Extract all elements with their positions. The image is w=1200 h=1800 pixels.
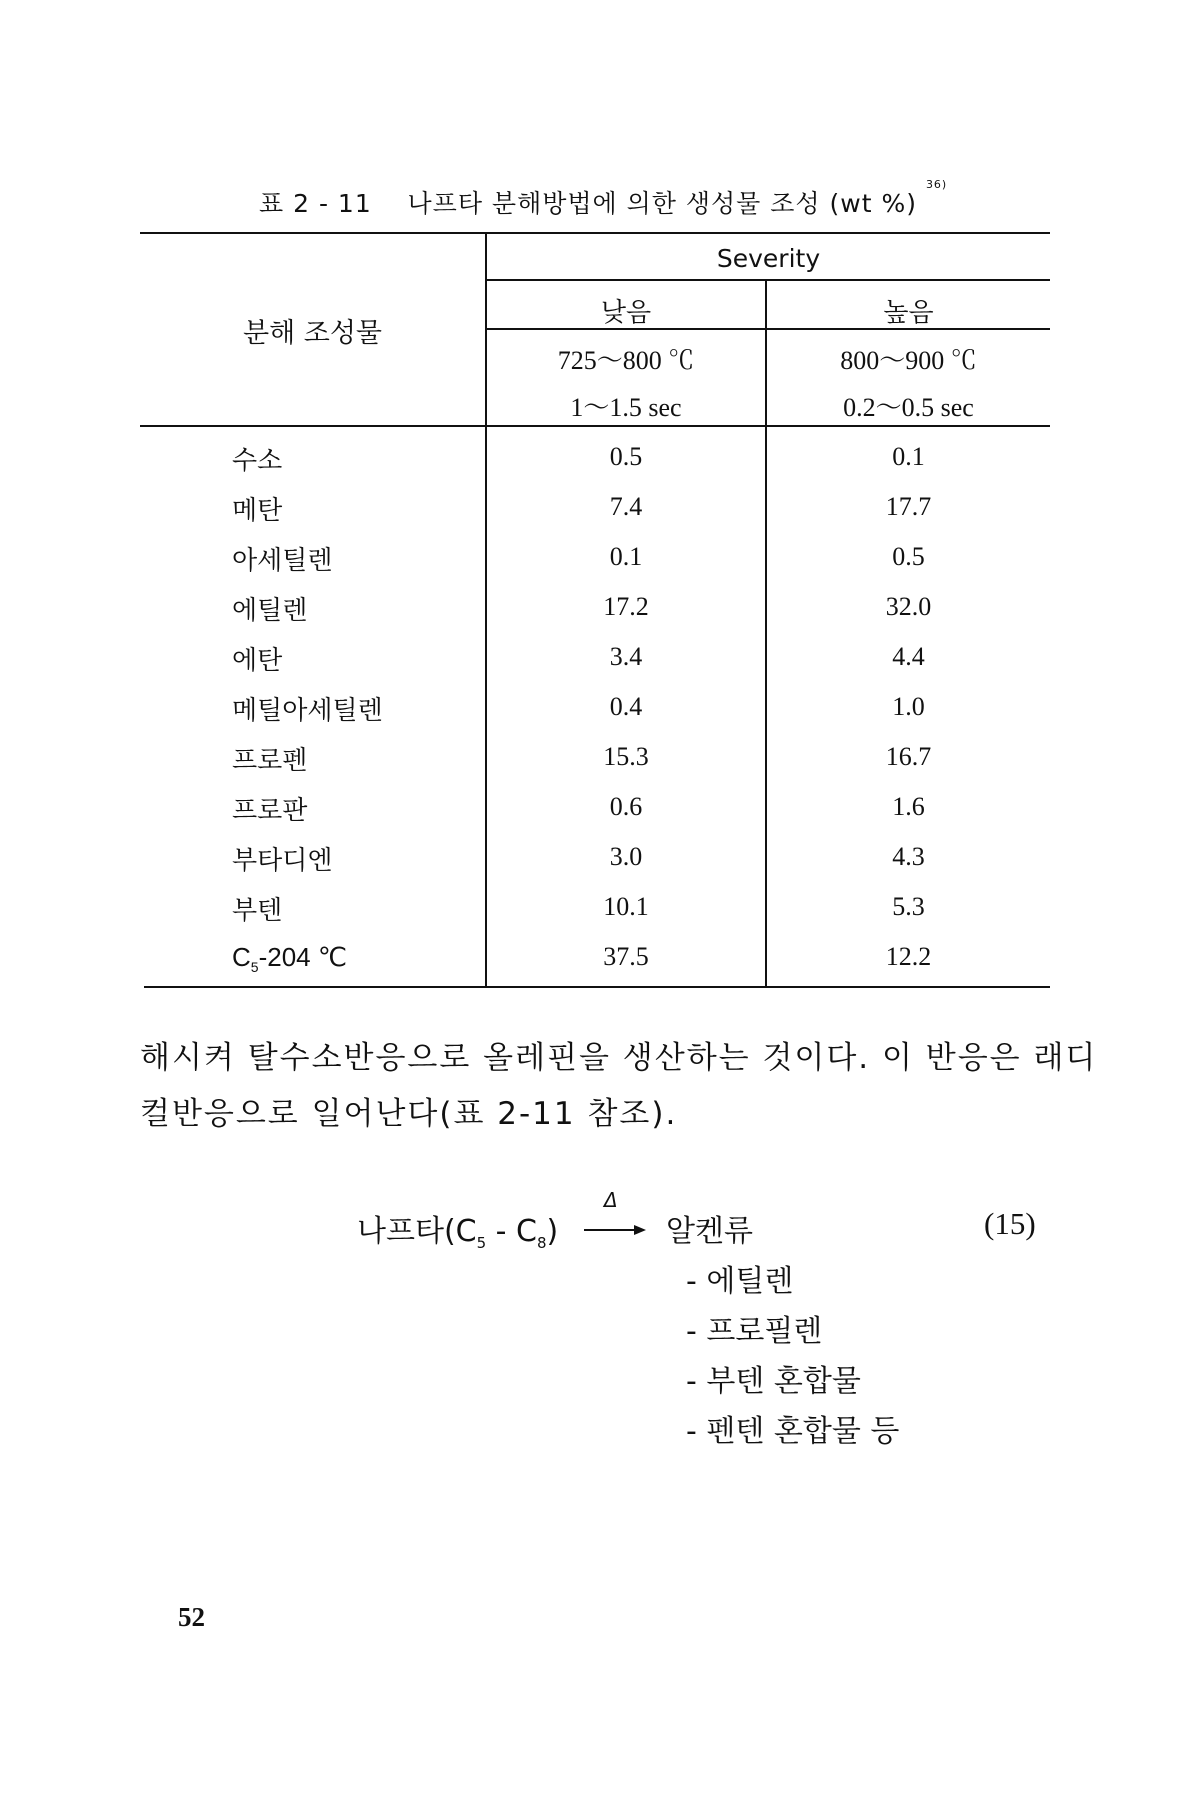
low-value: 7.4	[609, 492, 643, 521]
low-temp: 725～800 ℃	[557, 346, 695, 375]
component-name-main: C	[232, 942, 251, 972]
high-header: 높음	[883, 298, 934, 328]
reactant-subscript-1: 5	[476, 1234, 487, 1252]
component-name: 메틸아세틸렌	[232, 696, 383, 726]
component-name: 프로펜	[232, 746, 308, 776]
reaction-arrow-icon	[584, 1222, 648, 1238]
high-value: 16.7	[885, 742, 932, 771]
header-bottom-rule	[140, 425, 1050, 427]
heat-symbol: Δ	[604, 1188, 618, 1212]
page-number: 52	[178, 1602, 205, 1632]
equation-number: (15)	[984, 1206, 1036, 1241]
high-value: 12.2	[885, 942, 932, 971]
table-top-rule	[140, 232, 1050, 234]
component-name: 수소	[232, 446, 283, 476]
component-name: 아세틸렌	[232, 546, 333, 576]
reactant-main: 나프타(C	[357, 1214, 477, 1249]
high-value: 0.1	[892, 442, 925, 471]
severity-rule	[485, 279, 1050, 281]
component-name: 부텐	[232, 896, 283, 926]
low-value: 3.0	[609, 842, 643, 871]
high-value: 0.5	[892, 542, 925, 571]
body-paragraph	[140, 1030, 1098, 1142]
component-name: 부타디엔	[232, 846, 333, 876]
paragraph-line-2: 컬반응으로 일어난다(표 2-11 참조).	[140, 1096, 678, 1132]
low-value: 0.6	[609, 792, 643, 821]
equation-reactant	[357, 1206, 558, 1252]
severity-header: Severity	[716, 244, 821, 273]
low-value: 10.1	[603, 892, 649, 921]
low-value: 0.1	[609, 542, 643, 571]
component-header: 분해 조성물	[243, 318, 382, 349]
table-title: 나프타 분해방법에 의한 생성물 조성 (wt %)	[407, 189, 917, 218]
high-value: 4.3	[892, 842, 925, 871]
component-name: 에틸렌	[232, 596, 308, 626]
component-name-tail: -204 ℃	[258, 942, 348, 972]
product-item: - 에틸렌	[686, 1264, 794, 1299]
low-value: 3.4	[609, 642, 643, 671]
equation-product: 알켄류	[666, 1214, 753, 1249]
low-time: 1～1.5 sec	[570, 393, 682, 422]
high-value: 1.6	[892, 792, 925, 821]
low-value: 0.5	[609, 442, 643, 471]
component-name: 에탄	[232, 646, 283, 676]
high-time: 0.2～0.5 sec	[843, 393, 974, 422]
high-value: 5.3	[892, 892, 925, 921]
table-label: 표 2 - 11	[259, 189, 372, 218]
low-value: 37.5	[603, 942, 649, 971]
low-value: 15.3	[603, 742, 649, 771]
table-bottom-rule	[144, 986, 1050, 988]
low-value: 17.2	[603, 592, 649, 621]
high-value: 32.0	[885, 592, 932, 621]
component-name: 메탄	[232, 496, 283, 526]
reactant-subscript-2: 8	[537, 1234, 547, 1252]
component-name	[232, 942, 347, 975]
product-item: - 펜텐 혼합물 등	[686, 1414, 900, 1449]
product-item: - 부텐 혼합물	[686, 1364, 861, 1399]
product-item: - 프로필렌	[686, 1314, 823, 1349]
high-temp: 800～900 ℃	[840, 346, 977, 375]
low-header: 낮음	[600, 298, 652, 328]
reactant-end: )	[546, 1214, 559, 1249]
paragraph-line-1: 해시켜 탈수소반응으로 올레핀을 생산하는 것이다. 이 반응은 래디	[140, 1040, 1098, 1076]
high-value: 17.7	[885, 492, 932, 521]
component-name-subscript: 5	[250, 959, 259, 976]
high-value: 4.4	[892, 642, 925, 671]
reference-mark: 36)	[925, 178, 948, 191]
high-value: 1.0	[892, 692, 925, 721]
component-name: 프로판	[232, 796, 308, 826]
reactant-mid: - C	[486, 1214, 537, 1249]
low-value: 0.4	[609, 692, 643, 721]
